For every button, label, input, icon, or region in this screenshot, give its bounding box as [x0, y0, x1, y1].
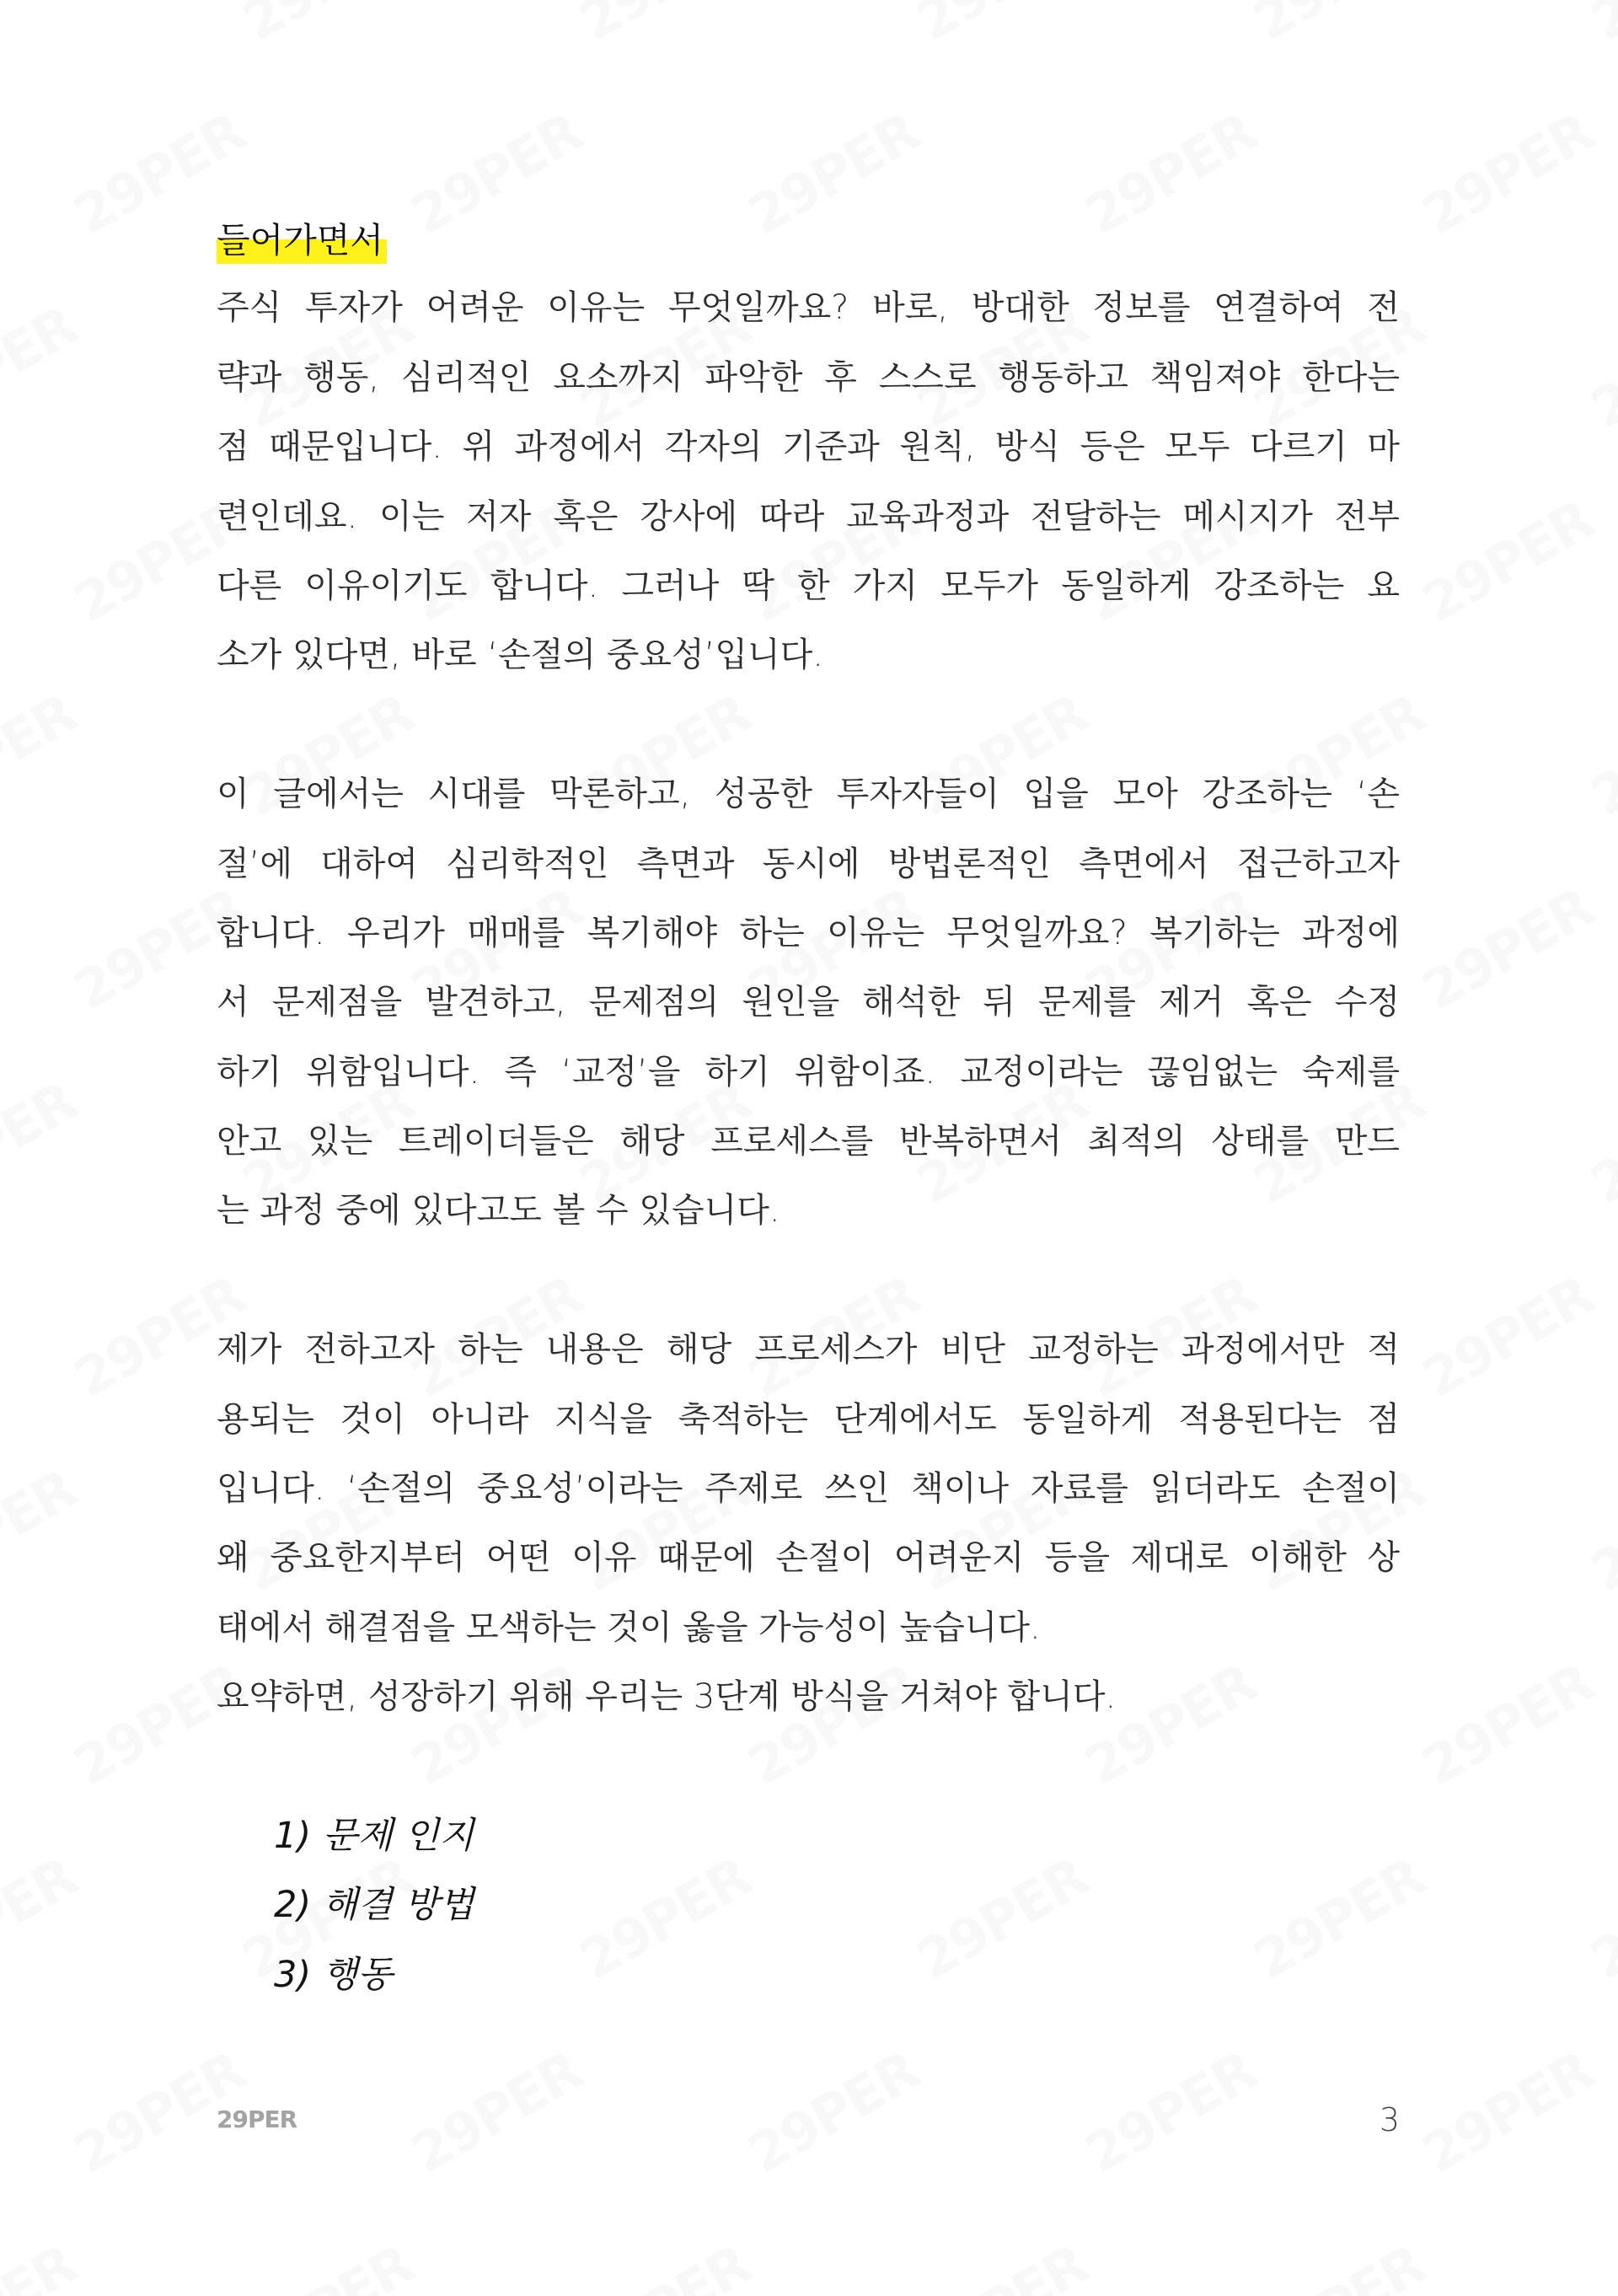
- watermark-text: [1075, 2040, 1267, 2186]
- watermark-text: [1412, 877, 1604, 1023]
- watermark-text: [907, 2234, 1098, 2296]
- paragraph-line: 주식 투자가 어려운 이유는 무엇일까요? 바로, 방대한 정보를 연결하여 전: [217, 288, 1400, 328]
- watermark-text: [233, 2234, 424, 2296]
- watermark-text: [738, 2040, 930, 2186]
- watermark-text: [1581, 295, 1618, 442]
- paragraph-line: 절’에 대하여 심리학적인 측면과 동시에 방법론적인 측면에서 접근하고자: [217, 844, 1400, 883]
- watermark-text: [1244, 2234, 1435, 2296]
- paragraph-line: 련인데요. 이는 저자 혹은 강사에 따라 교육과정과 전달하는 메시지가 전부: [217, 496, 1400, 536]
- page-number: 3: [1379, 2101, 1400, 2138]
- footer-brand-logo: 29PER: [217, 2106, 297, 2133]
- watermark-text: [401, 2040, 592, 2186]
- watermark-text: [1412, 2040, 1604, 2186]
- watermark-text: [570, 0, 761, 54]
- paragraph-spacer: [217, 690, 1400, 759]
- watermark-text: [0, 0, 87, 54]
- watermark-text: [1244, 0, 1435, 54]
- paragraph-line: 점 때문입니다. 위 과정에서 각자의 기준과 원칙, 방식 등은 모두 다르기 마: [217, 427, 1400, 467]
- paragraph-spacer: [217, 1732, 1400, 1801]
- paragraph-line: 서 문제점을 발견하고, 문제점의 원인을 해석한 뒤 문제를 제거 혹은 수정: [217, 983, 1400, 1022]
- watermark-text: [0, 683, 87, 829]
- watermark-text: [570, 2234, 761, 2296]
- watermark-text: [0, 295, 87, 442]
- steps-list: [217, 1801, 1400, 2009]
- watermark-text: [1412, 1652, 1604, 1799]
- paragraph-purpose: [217, 759, 1400, 1246]
- paragraph-summary: [217, 1662, 1400, 1731]
- paragraph-intro: [217, 273, 1400, 689]
- watermark-text: [1581, 1846, 1618, 1993]
- watermark-text: [1412, 101, 1604, 248]
- paragraph-line: 하기 위함입니다. 즉 ‘교정’을 하기 위함이죠. 교정이라는 끊임없는 숙제를: [217, 1052, 1400, 1092]
- watermark-text: [1412, 1264, 1604, 1411]
- watermark-text: [1581, 683, 1618, 829]
- section-heading: 들어가면서: [217, 218, 387, 263]
- section-heading-row: [217, 204, 1400, 273]
- paragraph-line: 왜 중요한지부터 어떤 이유 때문에 손절이 어려운지 등을 제대로 이해한 상: [217, 1538, 1400, 1578]
- paragraph-line: 태에서 해결점을 모색하는 것이 옳을 가능성이 높습니다.: [217, 1607, 1041, 1647]
- watermark-text: [1581, 0, 1618, 54]
- watermark-text: [907, 0, 1098, 54]
- step-item: 1) 문제 인지: [274, 1814, 474, 1857]
- paragraph-spacer: [217, 1246, 1400, 1315]
- paragraph-line: 용되는 것이 아니라 지식을 축적하는 단계에서도 동일하게 적용된다는 점: [217, 1399, 1400, 1439]
- paragraph-line: 다른 이유이기도 합니다. 그러나 딱 한 가지 모두가 동일하게 강조하는 요: [217, 566, 1400, 605]
- watermark-text: [1412, 489, 1604, 636]
- watermark-text: [1581, 1458, 1618, 1605]
- document-body: [217, 204, 1400, 2009]
- watermark-text: [233, 0, 424, 54]
- step-item: 3) 행동: [274, 1953, 393, 1996]
- watermark-text: [0, 2234, 87, 2296]
- paragraph-line: 이 글에서는 시대를 막론하고, 성공한 투자자들이 입을 모아 강조하는 ‘손: [217, 775, 1400, 814]
- step-item: 2) 해결 방법: [274, 1884, 474, 1927]
- paragraph-line: 소가 있다면, 바로 ‘손절의 중요성’입니다.: [217, 636, 823, 675]
- paragraph-line: 합니다. 우리가 매매를 복기해야 하는 이유는 무엇일까요? 복기하는 과정에: [217, 913, 1400, 952]
- watermark-text: [0, 1070, 87, 1217]
- paragraph-line: 안고 있는 트레이더들은 해당 프로세스를 반복하면서 최적의 상태를 만드: [217, 1122, 1400, 1161]
- watermark-text: [0, 1846, 87, 1993]
- paragraph-message: [217, 1315, 1400, 1662]
- paragraph-line: 는 과정 중에 있다고도 볼 수 있습니다.: [217, 1191, 780, 1231]
- paragraph-line: 입니다. ‘손절의 중요성’이라는 주제로 쓰인 책이나 자료를 읽더라도 손절이: [217, 1469, 1400, 1509]
- watermark-text: [1581, 1070, 1618, 1217]
- paragraph-line: 략과 행동, 심리적인 요소까지 파악한 후 스스로 행동하고 책임져야 한다는: [217, 357, 1400, 397]
- paragraph-line: 제가 전하고자 하는 내용은 해당 프로세스가 비단 교정하는 과정에서만 적: [217, 1330, 1400, 1370]
- watermark-text: [1581, 2234, 1618, 2296]
- paragraph-line: 요약하면, 성장하기 위해 우리는 3단계 방식을 거쳐야 합니다.: [217, 1677, 1117, 1717]
- watermark-text: [0, 1458, 87, 1605]
